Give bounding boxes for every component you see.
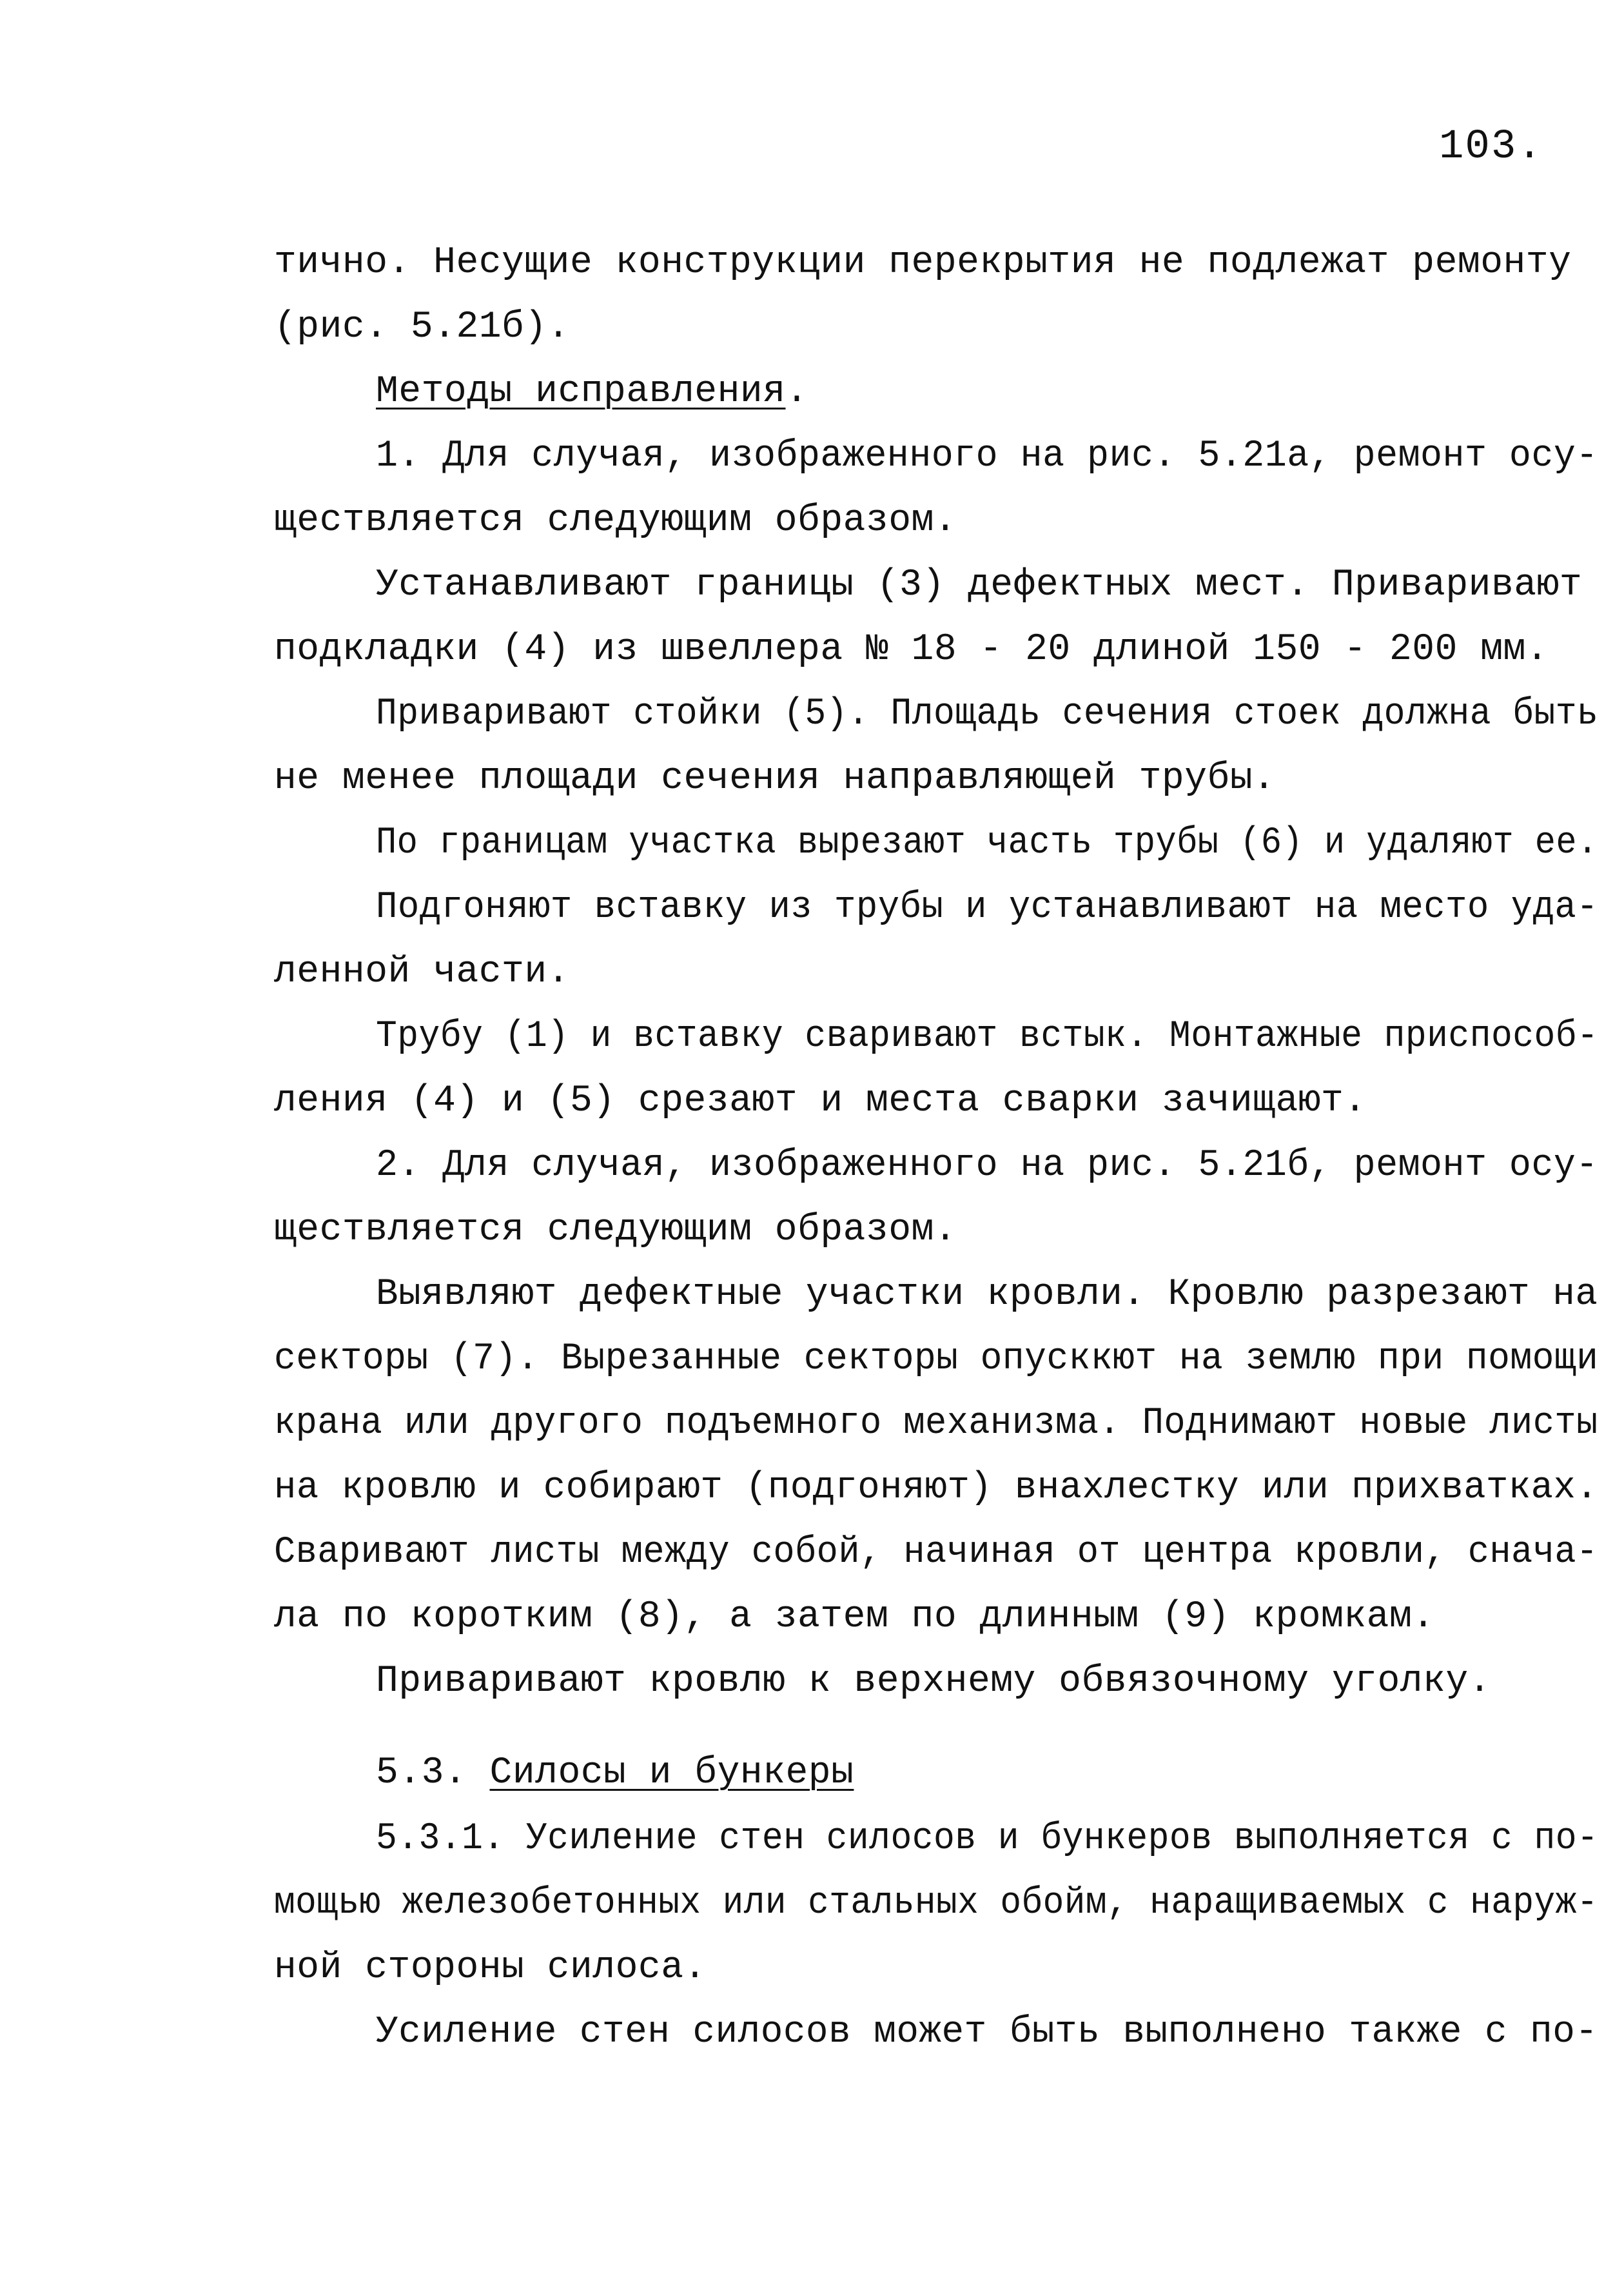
text-line: крана или другого подъемного механизма. Поднимают новые листы [274, 1403, 1598, 1445]
text-line: Подгоняют вставку из трубы и устанавливают на место уда- [376, 887, 1599, 929]
section-heading [376, 1748, 854, 1799]
text-line: ленной части. [274, 951, 570, 993]
section-title: Силосы и бункеры [489, 1752, 854, 1794]
text-line: ществляется следующим образом. [274, 500, 957, 542]
text-line: Сваривают листы между собой, начиная от центра кровли, снача- [274, 1532, 1598, 1574]
section-subheading [376, 366, 808, 418]
subheading-period: . [785, 371, 808, 413]
text-line: подкладки (4) из швеллера № 18 - 20 длиной 150 - 200 мм. [274, 629, 1549, 671]
text-line: тично. Несущие конструкции перекрытия не подлежат ремонту [274, 242, 1572, 284]
text-line: 1. Для случая, изображенного на рис. 5.21а, ремонт осу- [376, 435, 1598, 477]
text-line: Усиление стен силосов может быть выполнено также с по- [376, 2011, 1598, 2053]
text-line: Приваривают кровлю к верхнему обвязочному уголку. [376, 1661, 1491, 1702]
section-number: 5.3. [376, 1752, 490, 1794]
text-line: Приваривают стойки (5). Площадь сечения стоек должна быть [376, 693, 1599, 735]
text-line: 2. Для случая, изображенного на рис. 5.21б, ремонт осу- [376, 1145, 1598, 1187]
text-line: 5.3.1. Усиление стен силосов и бункеров выполняется с по- [376, 1818, 1599, 1860]
subheading-text: Методы исправления [376, 371, 786, 413]
text-line: на кровлю и собирают (подгоняют) внахлестку или прихватках. [274, 1467, 1599, 1509]
text-line: Устанавливают границы (3) дефектных мест. Приваривают [376, 564, 1583, 606]
text-line: Трубу (1) и вставку сваривают встык. Монтажные приспособ- [376, 1016, 1599, 1058]
text-line: По границам участка вырезают часть трубы (6) и удаляют ее. [376, 822, 1598, 864]
text-line: мощью железобетонных или стальных обойм, наращиваемых с наруж- [274, 1882, 1598, 1924]
text-line: ной стороны силоса. [274, 1947, 707, 1989]
page-number: 103. [1439, 124, 1543, 170]
text-line: (рис. 5.21б). [274, 306, 570, 348]
text-line: ления (4) и (5) срезают и места сварки зачищают. [274, 1080, 1367, 1122]
text-line: Выявляют дефектные участки кровли. Кровлю разрезают на [376, 1274, 1598, 1316]
text-line: ществляется следующим образом. [274, 1209, 957, 1251]
text-line: секторы (7). Вырезанные секторы опусккют на землю при помощи [274, 1338, 1599, 1380]
text-line: ла по коротким (8), а затем по длинным (9) кромкам. [274, 1596, 1435, 1638]
text-line: не менее площади сечения направляющей трубы. [274, 758, 1276, 800]
